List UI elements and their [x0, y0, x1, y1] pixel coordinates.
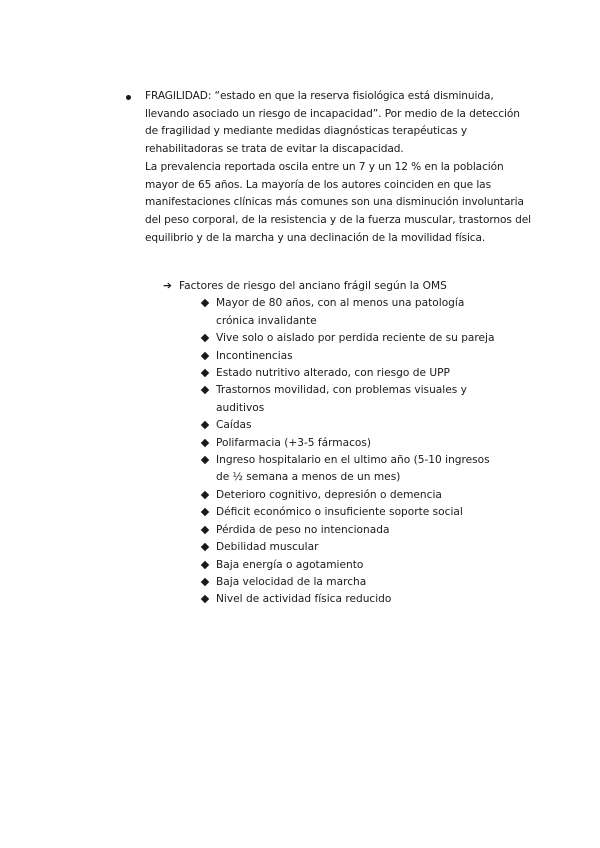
risk-factor-text: Incontinencias — [216, 349, 293, 362]
diamond-bullet-icon — [200, 504, 216, 521]
risk-factor-text: Deterioro cognitivo, depresión o demencia — [216, 488, 442, 501]
risk-factor-text: Debilidad muscular — [216, 541, 319, 554]
diamond-bullet-icon — [200, 435, 216, 452]
risk-factor-text: Trastornos movilidad, con problemas visuales y auditivos — [216, 384, 467, 414]
risk-factor-item — [200, 330, 543, 347]
risk-factor-text: Baja energía o agotamiento — [216, 558, 364, 571]
risk-factor-text: Nivel de actividad física reducido — [216, 593, 392, 606]
diamond-bullet-icon — [200, 295, 216, 312]
risk-factor-item — [200, 487, 543, 504]
risk-factor-text: Mayor de 80 años, con al menos una patología crónica invalidante — [216, 297, 465, 327]
risk-factor-text: Déficit económico o insuficiente soporte social — [216, 506, 463, 519]
risk-factor-item — [200, 539, 543, 556]
diamond-bullet-icon — [200, 365, 216, 382]
diamond-bullet-icon — [200, 522, 216, 539]
risk-factor-item — [200, 417, 543, 434]
fragilidad-definition-paragraph: FRAGILIDAD: “estado en que la reserva fisiológica está disminuida, llevando asociado un riesgo de incapacidad”. Por medio de la detección de fragilidad y mediante medidas diagnósticas terapéuticas y rehabilitadoras se trata de evitar la discapacidad. — [145, 90, 520, 156]
diamond-bullet-icon — [200, 330, 216, 347]
risk-factor-text: Caídas — [216, 419, 252, 432]
risk-factors-section — [163, 278, 543, 609]
arrow-right-icon: ➔ — [163, 280, 172, 292]
diamond-bullet-icon — [200, 574, 216, 591]
risk-factor-text: Vive solo o aislado por perdida reciente de su pareja — [216, 332, 495, 345]
diamond-bullet-icon — [200, 452, 216, 469]
fragilidad-bullet-item — [126, 88, 536, 247]
risk-factor-item — [200, 557, 543, 574]
risk-factor-item — [200, 295, 543, 330]
diamond-bullet-icon — [200, 557, 216, 574]
risk-factor-text: Polifarmacia (+3-5 fármacos) — [216, 436, 372, 449]
diamond-bullet-icon — [200, 487, 216, 504]
risk-factor-item — [200, 522, 543, 539]
prevalencia-paragraph: La prevalencia reportada oscila entre un 7 y un 12 % en la población mayor de 65 años. La mayoría de los autores coinciden en que las manifestaciones clínicas más comunes son una disminución involuntaria del peso corporal, de la resistencia y de la fuerza muscular, trastornos del equilibrio y de la marcha y una declinación de la movilidad física. — [145, 160, 531, 244]
risk-factor-text: Pérdida de peso no intencionada — [216, 523, 390, 536]
risk-factors-list — [200, 295, 543, 608]
diamond-bullet-icon — [200, 417, 216, 434]
risk-factor-item — [200, 382, 543, 417]
risk-factor-item — [200, 504, 543, 521]
risk-factor-item — [200, 348, 543, 365]
risk-factor-text: Estado nutritivo alterado, con riesgo de UPP — [216, 367, 450, 380]
risk-factor-item — [200, 591, 543, 608]
risk-factor-item — [200, 435, 543, 452]
risk-factors-heading: Factores de riesgo del anciano frágil según la OMS — [179, 280, 447, 292]
diamond-bullet-icon — [200, 348, 216, 365]
risk-factor-item — [200, 365, 543, 382]
diamond-bullet-icon — [200, 382, 216, 399]
risk-factors-heading-row — [163, 278, 543, 295]
risk-factor-text: Baja velocidad de la marcha — [216, 575, 367, 588]
diamond-bullet-icon — [200, 591, 216, 608]
risk-factor-text: Ingreso hospitalario en el ultimo año (5-10 ingresos de ½ semana a menos de un mes) — [216, 454, 490, 484]
risk-factor-item — [200, 452, 543, 487]
risk-factor-item — [200, 574, 543, 591]
fragilidad-text — [145, 88, 536, 247]
diamond-bullet-icon — [200, 539, 216, 556]
bullet-dot-icon — [126, 95, 131, 100]
